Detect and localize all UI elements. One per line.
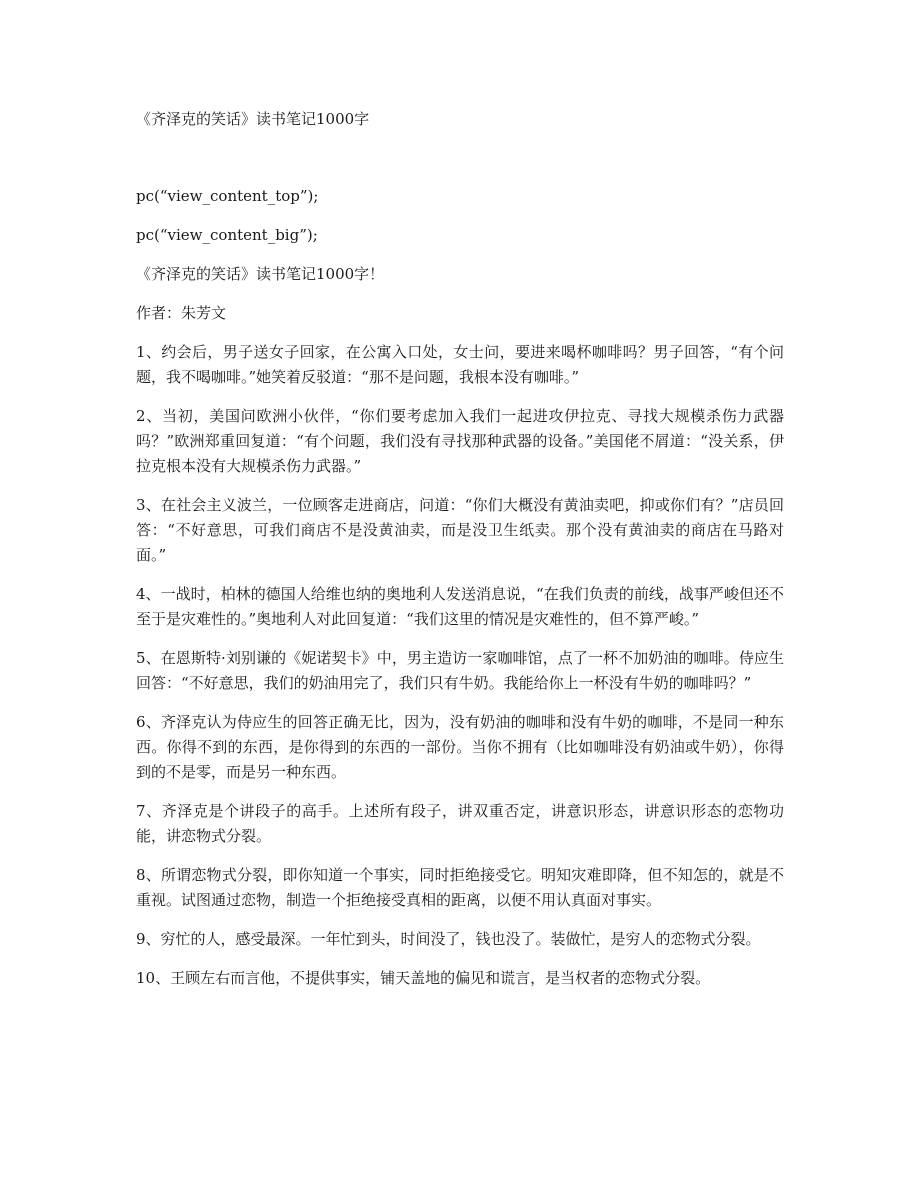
paragraph-5: 5、在恩斯特·刘别谦的《妮诺契卡》中，男主造访一家咖啡馆，点了一杯不加奶油的咖啡。侍应生回答：“不好意思，我们的奶油用完了，我们只有牛奶。我能给你上一杯没有牛奶的咖啡吗？” xyxy=(136,649,784,692)
paragraph-1: 1、约会后，男子送女子回家，在公寓入口处，女士问，要进来喝杯咖啡吗？男子回答，“有个问题，我不喝咖啡。”她笑着反驳道：“那不是问题，我根本没有咖啡。” xyxy=(136,343,784,386)
paragraph-8: 8、所谓恋物式分裂，即你知道一个事实，同时拒绝接受它。明知灾难即降，但不知怎的，就是不重视。试图通过恋物，制造一个拒绝接受真相的距离，以便不用认真面对事实。 xyxy=(136,866,784,909)
paragraph-10: 10、王顾左右而言他，不提供事实，铺天盖地的偏见和谎言，是当权者的恋物式分裂。 xyxy=(136,969,711,987)
document-title: 《齐泽克的笑话》读书笔记1000字 xyxy=(136,110,370,128)
article-heading: 《齐泽克的笑话》读书笔记1000字！ xyxy=(136,265,385,283)
code-line-top: pc(“view_content_top”); xyxy=(136,187,319,205)
paragraph-3: 3、在社会主义波兰，一位顾客走进商店，问道：“你们大概没有黄油卖吧，抑或你们有？”店员回答：“不好意思，可我们商店不是没黄油卖，而是没卫生纸卖。那个没有黄油卖的商店在马路对面。” xyxy=(136,496,784,564)
paragraph-7: 7、齐泽克是个讲段子的高手。上述所有段子，讲双重否定，讲意识形态，讲意识形态的恋物功能，讲恋物式分裂。 xyxy=(136,802,784,845)
paragraph-4: 4、一战时，柏林的德国人给维也纳的奥地利人发送消息说，“在我们负责的前线，战事严峻但还不至于是灾难性的。”奥地利人对此回复道：“我们这里的情况是灾难性的，但不算严峻。” xyxy=(136,585,784,628)
paragraph-9: 9、穷忙的人，感受最深。一年忙到头，时间没了，钱也没了。装做忙，是穷人的恋物式分裂。 xyxy=(136,930,761,948)
paragraph-2: 2、当初，美国问欧洲小伙伴，“你们要考虑加入我们一起进攻伊拉克、寻找大规模杀伤力武器吗？”欧洲郑重回复道：“有个问题，我们没有寻找那种武器的设备。”美国佬不屑道：“没关系，伊拉克根本没有大规模杀伤力武器。” xyxy=(136,407,784,475)
code-line-big: pc(“view_content_big”); xyxy=(136,226,318,244)
document-body xyxy=(136,184,784,1005)
paragraph-6: 6、齐泽克认为侍应生的回答正确无比，因为，没有奶油的咖啡和没有牛奶的咖啡，不是同一种东西。你得不到的东西，是你得到的东西的一部份。当你不拥有（比如咖啡没有奶油或牛奶），你得到的不是零，而是另一种东西。 xyxy=(136,713,784,781)
author-line: 作者：朱芳文 xyxy=(136,304,227,322)
